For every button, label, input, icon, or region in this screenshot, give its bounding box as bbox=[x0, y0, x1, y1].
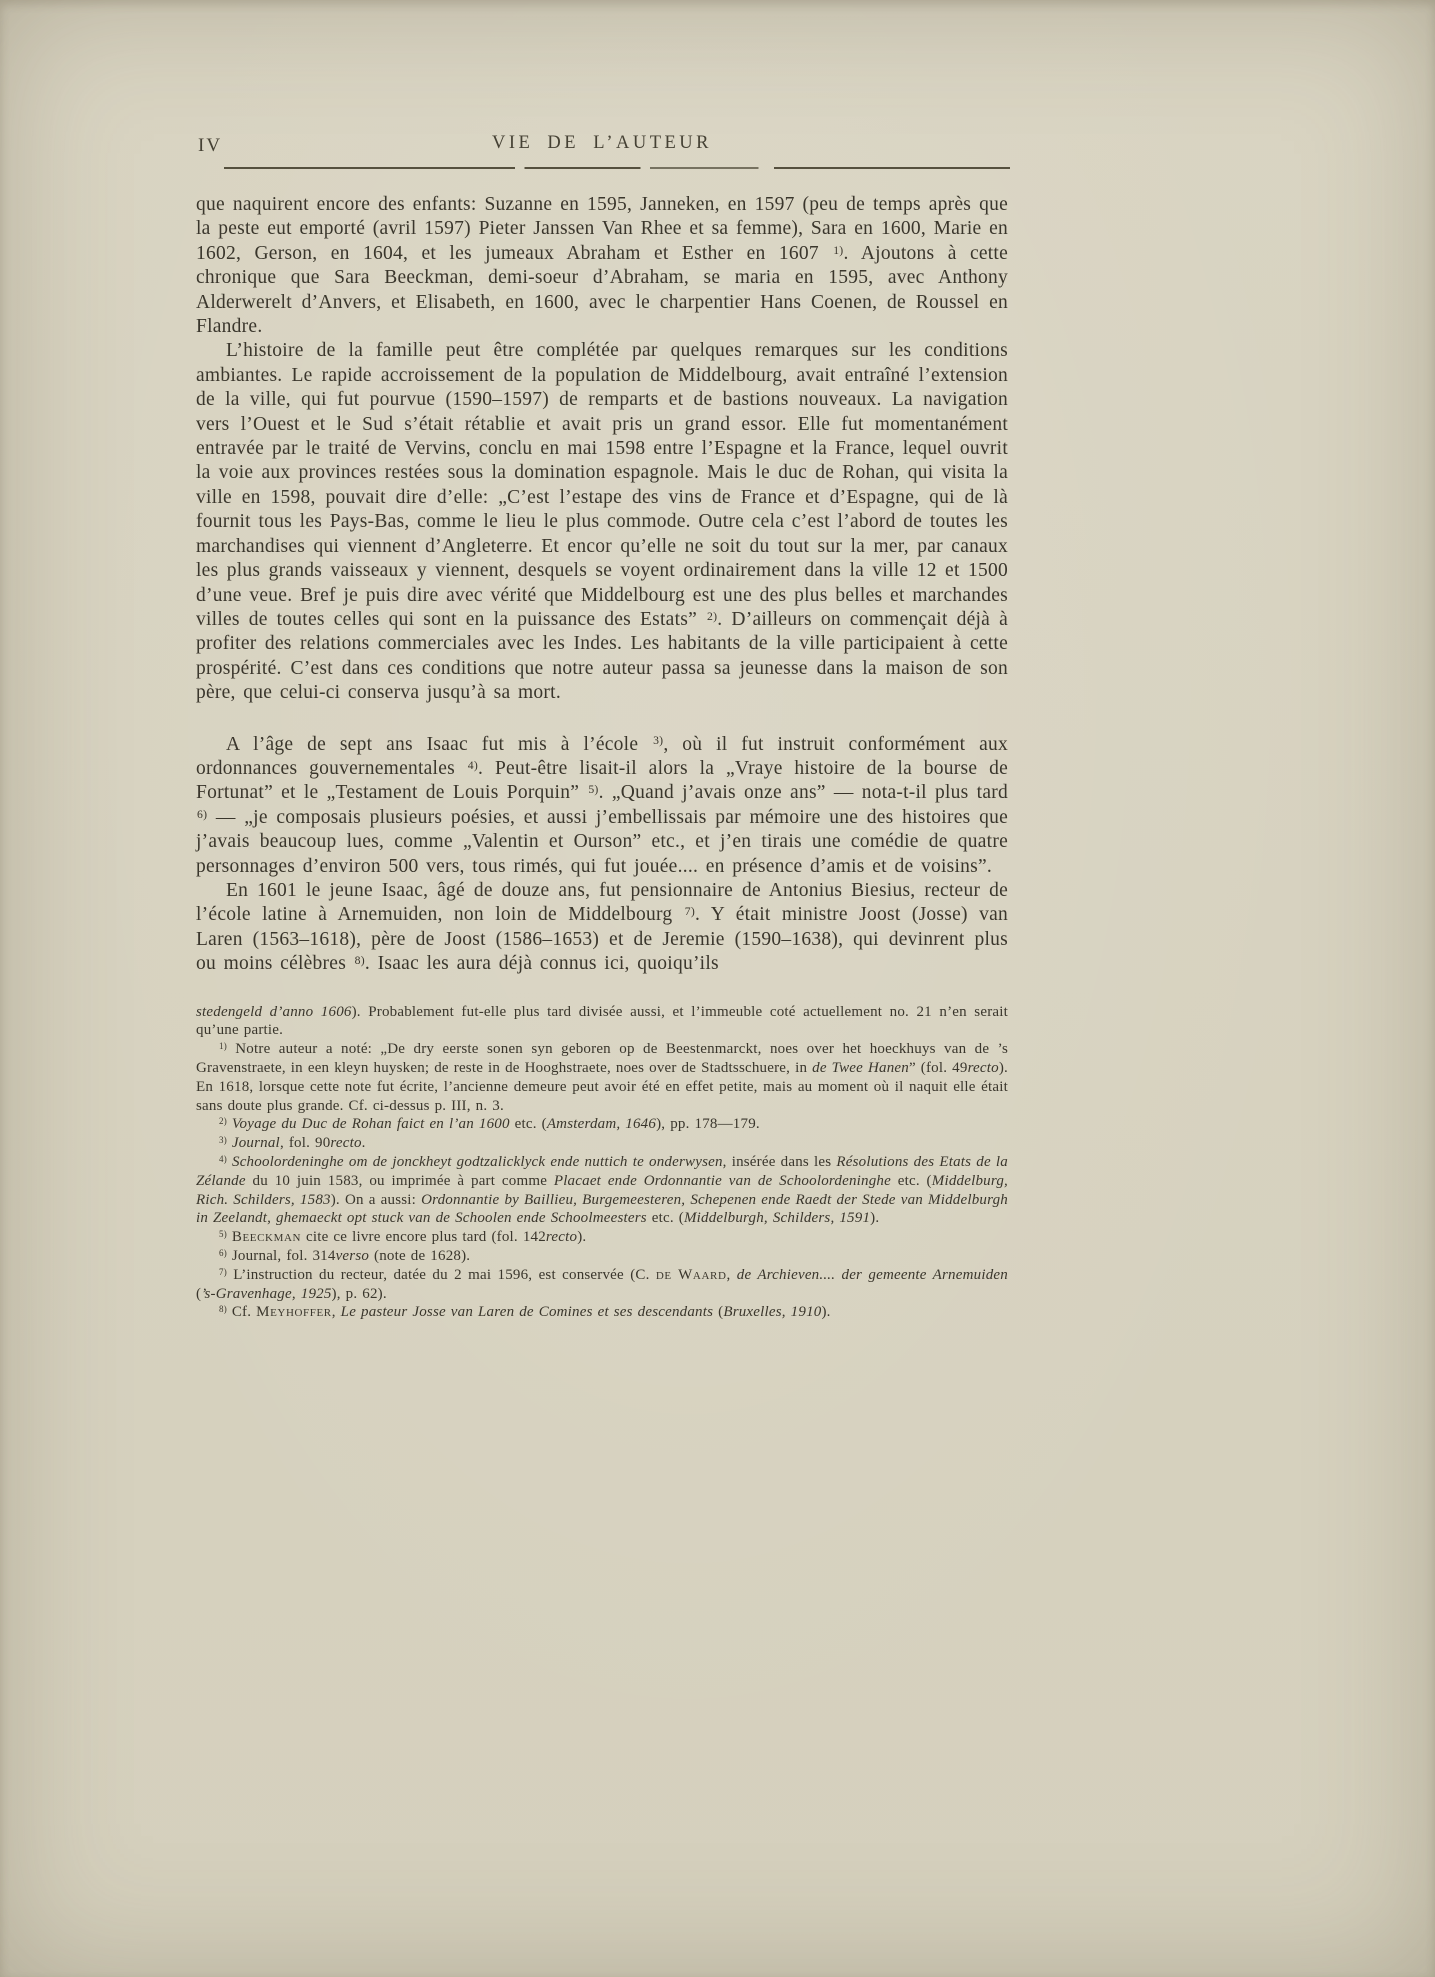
paragraph bbox=[196, 339, 1008, 705]
text-run: ( bbox=[713, 1304, 724, 1321]
text-run: Placaet ende Ordonnantie van de Schoolordeninghe bbox=[553, 1172, 891, 1189]
footnote bbox=[196, 1134, 1008, 1153]
footnote bbox=[196, 1247, 1008, 1266]
text-run: stedengeld d’anno 1606 bbox=[196, 1003, 352, 1020]
body-text bbox=[196, 193, 1008, 977]
text-run: que naquirent encore des enfants: Suzanne en 1595, Janneken, en 1597 (peu de temps après que la peste eut emporté (avril 1597) Pieter Janssen Van Rhee et sa femme), Sara en 1600, Marie en 1602, Gerson, en 1604, et les jumeaux Abraham et Esther en 1607 bbox=[196, 194, 1008, 264]
text-run: ( bbox=[196, 1285, 202, 1302]
text-run: , fol. 90 bbox=[279, 1135, 331, 1152]
text-run: ). On a aussi: bbox=[330, 1191, 422, 1208]
text-run: ’s-Gravenhage, 1925 bbox=[201, 1285, 332, 1302]
text-run: , où il fut instruit conformément aux ordonnances gouvernementales bbox=[196, 733, 1008, 779]
footnote-ref: 4) bbox=[467, 758, 479, 772]
text-run: Journal, fol. 314 bbox=[226, 1247, 336, 1264]
text-run: En 1601 le jeune Isaac, âgé de douze ans, fut pensionnaire de Antonius Biesius, recteur de l’école latine à Arnemuiden, non loin de Middelbourg bbox=[196, 879, 1008, 926]
footnote-ref: 8) bbox=[354, 953, 365, 967]
footnote bbox=[196, 1266, 1008, 1304]
text-run: Meyhoffer bbox=[256, 1304, 332, 1321]
text-run: etc. ( bbox=[509, 1116, 547, 1133]
text-run: cite ce livre encore plus tard (fol. 142 bbox=[301, 1229, 546, 1246]
text-run: . Isaac les aura déjà connus ici, quoiqu’ils bbox=[364, 953, 719, 975]
text-run: Amsterdam, 1646 bbox=[546, 1116, 657, 1133]
text-run: . Y était ministre Joost (Josse) van Laren (1563–1618), père de Joost (1586–1653) et de Jeremie (1590–1638), qui devinrent plus ou moins célèbres bbox=[196, 904, 1009, 975]
text-run: — „je composais plusieurs poésies, et aussi j’embellissais par mémoire une des histoires que j’avais beaucoup lues, comme „Valentin et Ourson” etc., et j’en tirais une comédie de quatre personnages d’environ 500 vers, tous rimés, qui fut jouée.... en présence d’amis et de voisins”. bbox=[196, 806, 1008, 877]
text-run: Cf. bbox=[226, 1304, 257, 1321]
footnotes-list bbox=[196, 1003, 1008, 1323]
text-run: Middelburgh, Schilders, 1591 bbox=[683, 1210, 871, 1227]
footnote bbox=[196, 1303, 1008, 1322]
text-run: L’histoire de la famille peut être complétée par quelques remarques sur les conditions ambiantes. Le rapide accroissement de la population de Middelbourg, avait entraîné l’extension de la ville, qui fut pourvue (1590–1597) de remparts et de bastions nouveaux. La navigation vers l’Ouest et le Sud s’était rétablie et avait pris un grand essor. Elle fut momentanément entravée par le traité de Vervins, conclu en mai 1598 entre l’Espagne et la France, lequel ouvrit la voie aux provinces restées sous la domination espagnole. Mais le duc de Rohan, qui visita la ville en 1598, pouvait dire d’elle: „C’est l’estape des vins de France et d’Espagne, qui de là fournit tous les Pays-Bas, comme le lieu le plus commode. Outre cela c’est l’abord de toutes les marchandises qui viennent d’Angleterre. Et encor qu’elle ne soit du tout sur la mer, par canaux les plus grands vaisseaux y viennent, desquels se voyent ordinairement dans la ville 12 et 1500 d’une veue. Bref je puis dire avec vérité que Middelbourg est une des plus belles et marchandes villes de toutes celles qui sont en la puissance des Estats” bbox=[196, 340, 1008, 630]
footnote-ref: 5) bbox=[588, 783, 599, 797]
text-run: ” (fol. 49 bbox=[908, 1059, 968, 1076]
footnote-ref: 2) bbox=[219, 1116, 227, 1127]
text-run: , bbox=[331, 1304, 341, 1321]
paragraph bbox=[196, 733, 1008, 879]
footnote-ref: 3) bbox=[653, 734, 664, 748]
text-run: etc. ( bbox=[890, 1172, 932, 1189]
text-run: Bruxelles, 1910 bbox=[723, 1304, 822, 1321]
text-block bbox=[196, 133, 1008, 1322]
footnote-ref: 7) bbox=[684, 905, 696, 919]
text-run: Ordonnantie by Baillieu, Burgemeesteren, Schepenen ende Raedt der Stede van Middelburgh in Zeelandt, ghemaeckt opt stuck van de Schoolen ende Schoolmeesters bbox=[196, 1191, 1009, 1227]
text-run: Middelburg, Rich. Schilders, 1583 bbox=[196, 1172, 1008, 1208]
text-run: ). Probablement fut-elle plus tard divisée aussi, et l’immeuble coté actuellement no. 21 n’en serait qu’une partie. bbox=[196, 1003, 1008, 1039]
text-run: ). bbox=[577, 1229, 587, 1246]
text-run: etc. ( bbox=[646, 1210, 684, 1227]
footnote-ref: 2) bbox=[707, 609, 718, 623]
running-title: VIE DE L’AUTEUR bbox=[491, 133, 712, 153]
text-run: A l’âge de sept ans Isaac fut mis à l’école bbox=[226, 733, 653, 755]
text-run: Notre auteur a noté: „De dry eerste sonen syn geboren op de Beestenmarckt, noes over het hoeckhuys van de ’s Gravenstraete, in een kleyn huysken; de reste in de Hooghstraete, noes over de Stadtsschuere, in bbox=[196, 1041, 1008, 1076]
header-rule bbox=[224, 167, 1010, 169]
footnote-ref: 7) bbox=[219, 1266, 227, 1277]
page-number: IV bbox=[198, 135, 223, 156]
running-header bbox=[196, 133, 1008, 159]
footnote-ref: 1) bbox=[219, 1041, 227, 1052]
text-run: ). En 1618, lorsque cette note fut écrite, l’ancienne demeure peut avoir été en effet petite, mais au moment où il naquit elle était sans doute plus grande. Cf. ci-dessus p. III, n. 3. bbox=[196, 1059, 1008, 1114]
text-run: de Archieven.... der gemeente Arnemuiden bbox=[736, 1266, 1008, 1283]
text-run: ), p. 62). bbox=[331, 1285, 387, 1302]
footnote-ref: 6) bbox=[197, 807, 208, 821]
text-run: Schoolordeninghe om de jonckheyt godtzalicklyck ende nuttich te onderwysen bbox=[232, 1153, 723, 1170]
text-run: Beeckman bbox=[231, 1229, 302, 1246]
footnote-ref: 3) bbox=[219, 1135, 227, 1146]
text-run: verso bbox=[335, 1247, 370, 1264]
text-run: , bbox=[726, 1266, 737, 1283]
text-run: recto bbox=[330, 1135, 362, 1152]
text-run: . Ajoutons à cette chronique que Sara Beeckman, demi-soeur d’Abraham, se maria en 1595, avec Anthony Alderwerelt d’Anvers, et Elisabeth, en 1600, avec le charpentier Hans Coenen, de Roussel en Flandre. bbox=[196, 242, 1008, 338]
text-run: Résolutions des Etats de la Zélande bbox=[196, 1153, 1008, 1189]
text-run: Le pasteur Josse van Laren de Comines et ses descendants bbox=[340, 1304, 714, 1321]
text-run: Voyage du Duc de Rohan faict en l’an 1600 bbox=[231, 1116, 510, 1133]
paragraph bbox=[196, 879, 1008, 977]
footnote bbox=[196, 1003, 1008, 1041]
text-run: . bbox=[361, 1135, 366, 1152]
footnote-ref: 8) bbox=[219, 1304, 227, 1315]
footnote-ref: 4) bbox=[219, 1153, 227, 1164]
text-run: de Twee Hanen bbox=[812, 1059, 909, 1076]
footnote-ref: 6) bbox=[219, 1247, 227, 1258]
text-run: ), pp. 178—179. bbox=[656, 1116, 760, 1133]
footnote bbox=[196, 1115, 1008, 1134]
text-run: ). bbox=[821, 1304, 831, 1321]
text-run: recto bbox=[967, 1059, 999, 1076]
footnote bbox=[196, 1040, 1008, 1115]
text-run: du 10 juin 1583, ou imprimée à part comme bbox=[245, 1172, 554, 1189]
text-run: . D’ailleurs on commençait déjà à profiter des relations commerciales avec les Indes. Les habitants de la ville participaient à cette prospérité. C’est dans ces conditions que notre auteur passa sa jeunesse dans la maison de son père, que celui-ci conserva jusqu’à sa mort. bbox=[196, 608, 1008, 704]
footnote-ref: 1) bbox=[833, 243, 844, 257]
footnote bbox=[196, 1153, 1008, 1228]
text-run: de Waard bbox=[655, 1266, 727, 1283]
paragraph bbox=[196, 193, 1008, 339]
footnote-ref: 5) bbox=[219, 1229, 227, 1240]
text-run: L’instruction du recteur, datée du 2 mai 1596, est conservée (C. bbox=[226, 1266, 656, 1283]
text-run: Journal bbox=[231, 1135, 280, 1152]
text-run: , insérée dans les bbox=[722, 1153, 837, 1170]
text-run: . Peut-être lisait-il alors la „Vraye histoire de la bourse de Fortunat” et le „Testament de Louis Porquin” bbox=[196, 757, 1008, 804]
text-run: (note de 1628). bbox=[369, 1247, 471, 1264]
footnote bbox=[196, 1228, 1008, 1247]
text-run: ). bbox=[870, 1210, 880, 1227]
text-run: recto bbox=[545, 1229, 578, 1246]
text-run: . „Quand j’avais onze ans” — nota-t-il plus tard bbox=[598, 782, 1008, 804]
